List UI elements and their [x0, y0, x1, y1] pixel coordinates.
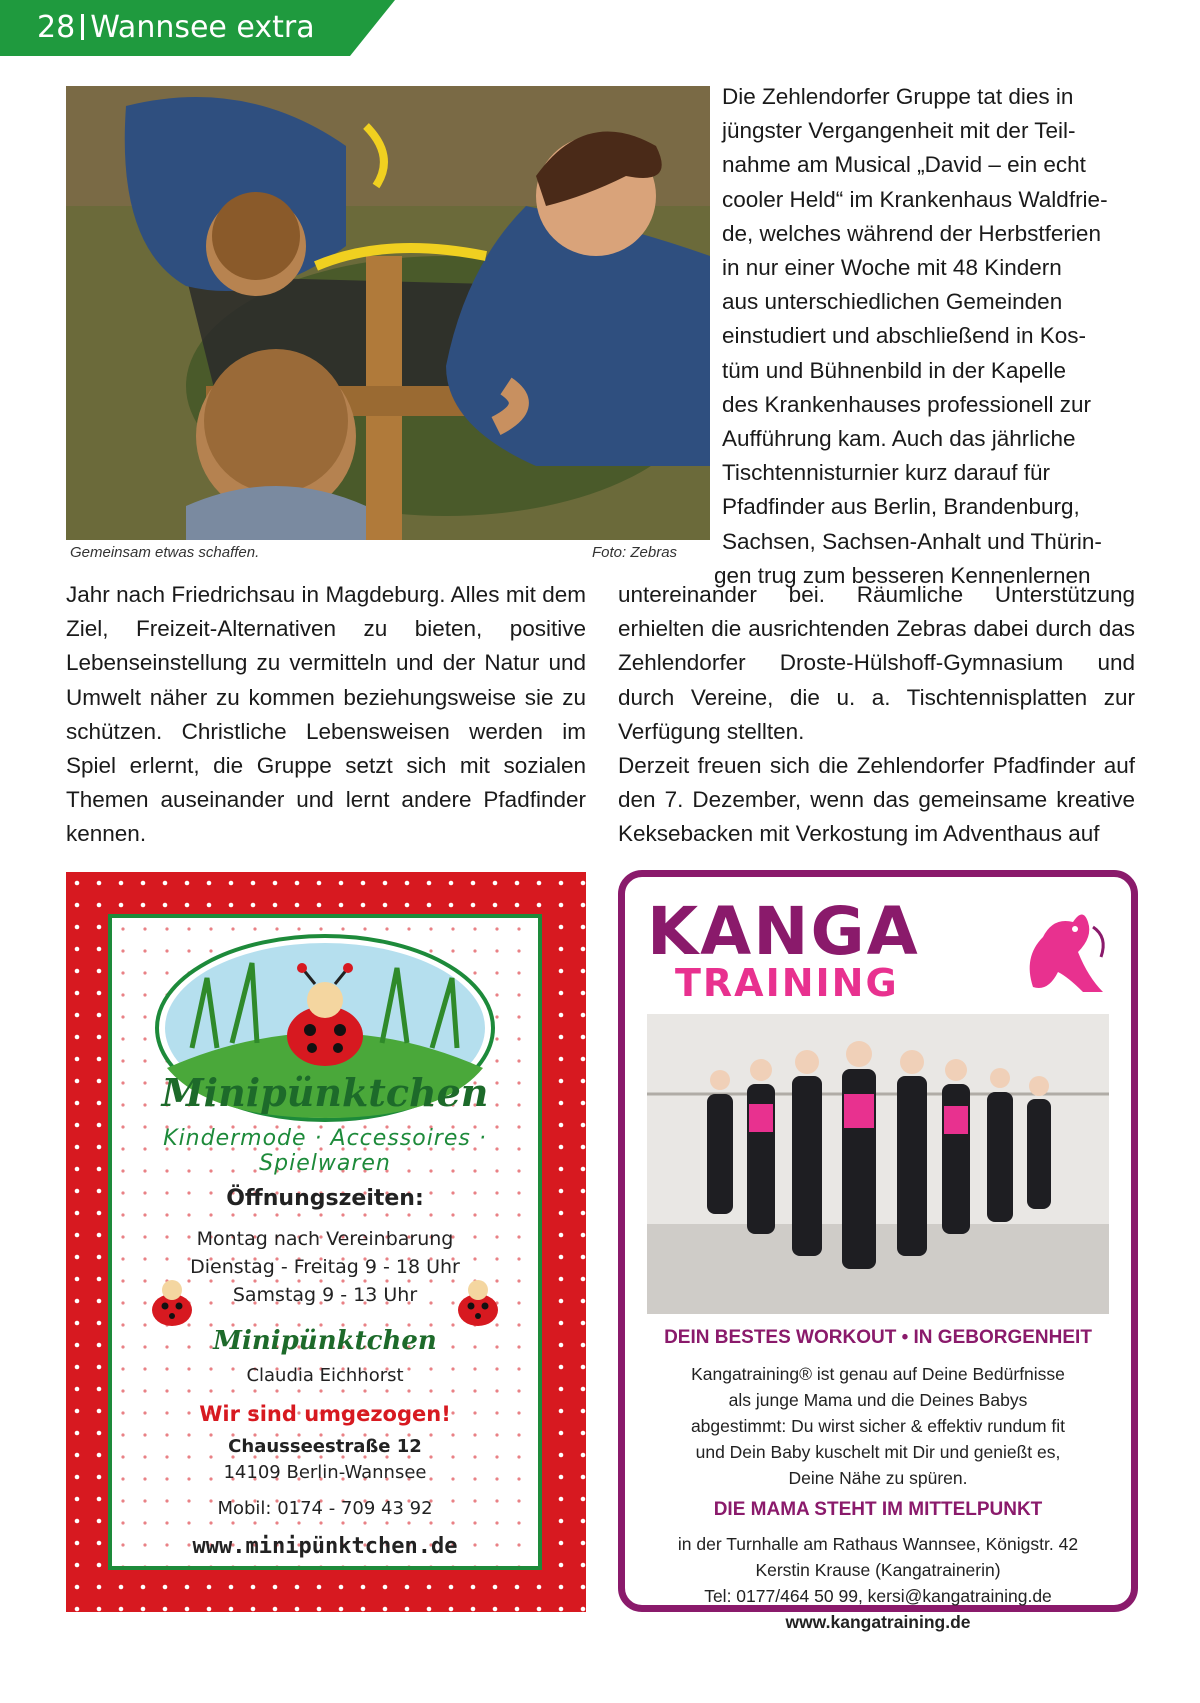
article-paragraph: Jahr nach Friedrichsau in Magdeburg. Alles mit dem Ziel, Freizeit-Alternativen zu bieten, positive Lebenseinstellung zu vermitteln und der Natur und Umwelt näher zu kommen beziehungsweise sie zu schützen. Christliche Lebensweisen werden im Spiel erlernt, die Gruppe setzt sich mit sozialen Themen auseinander und lernt andere Pfadfinder kennen. — [66, 582, 586, 847]
owner-name: Claudia Eichhorst — [246, 1365, 404, 1386]
kanga-body-line: Deine Nähe zu spüren. — [788, 1468, 968, 1488]
header-title — [37, 10, 315, 45]
minipunktchen-website[interactable]: www.minipünktchen.de — [192, 1534, 458, 1559]
page-number: 28 — [37, 10, 76, 45]
article-line: gen trug zum besseren Kennenlernen — [714, 562, 1091, 588]
kanga-body-line: und Dein Baby kuschelt mit Dir und genießt es, — [695, 1442, 1061, 1462]
mobile-number: Mobil: 0174 - 709 43 92 — [217, 1498, 433, 1519]
kanga-contact — [625, 1531, 1131, 1635]
photo-credit: Foto: Zebras — [592, 544, 678, 561]
minipunktchen-tagline: Kindermode · Accessoires · Spielwaren — [163, 1126, 487, 1176]
kanga-contact-line: in der Turnhalle am Rathaus Wannsee, Königstr. 42 — [677, 1534, 1079, 1554]
hours-line: Dienstag - Freitag 9 - 18 Uhr — [190, 1256, 460, 1278]
kanga-body-line: als junge Mama und die Deines Babys — [728, 1390, 1028, 1410]
article-right-top — [714, 80, 1135, 593]
ad-kangatraining — [618, 870, 1138, 1632]
ad-minipunktchen — [66, 872, 586, 1612]
ad-minipunktchen-panel — [108, 914, 542, 1570]
article-left-paragraph — [66, 578, 586, 852]
article-line: Pfadfinder aus Berlin, Brandenburg, — [722, 494, 1080, 520]
article-line: nahme am Musical „David – ein echt — [722, 152, 1086, 178]
kanga-contact-line[interactable]: Tel: 0177/464 50 99, kersi@kangatraining.de — [704, 1586, 1052, 1606]
moved-notice: Wir sind umgezogen! — [199, 1402, 451, 1426]
hours-title: Öffnungszeiten: — [226, 1186, 424, 1211]
article-line: de, welches während der Herbstferien — [722, 220, 1101, 246]
article-line: Die Zehlendorfer Gruppe tat dies in — [722, 84, 1074, 109]
article-right-paragraph — [618, 578, 1135, 852]
article-line: Sachsen, Sachsen-Anhalt und Thürin- — [722, 528, 1102, 554]
kanga-subhead: DIE MAMA STEHT IM MITTELPUNKT — [713, 1499, 1043, 1520]
article-line: des Krankenhauses professionell zur — [722, 391, 1091, 417]
kanga-body-line: abgestimmt: Du wirst sicher & effektiv rundum fit — [690, 1416, 1066, 1436]
kanga-logo-text: KANGA — [647, 893, 920, 970]
article-line: cooler Held“ im Krankenhaus Waldfrie- — [722, 186, 1108, 212]
article-line: aus unterschiedlichen Gemeinden — [722, 289, 1063, 315]
article-line: einstudiert und abschließend in Kos- — [722, 323, 1086, 349]
kanga-body-line: Kangatraining® ist genau auf Deine Bedürfnisse — [691, 1364, 1065, 1384]
article-line: in nur einer Woche mit 48 Kindern — [722, 255, 1062, 281]
kanga-logo-subtext: TRAINING — [675, 961, 899, 1005]
photo-caption: Gemeinsam etwas schaffen. — [70, 544, 260, 561]
kangaroo-icon — [1003, 897, 1113, 1007]
hours-line: Samstag 9 - 13 Uhr — [232, 1284, 418, 1306]
kanga-body — [625, 1361, 1131, 1491]
address-city: 14109 Berlin-Wannsee — [223, 1462, 427, 1483]
kanga-contact-line: Kerstin Krause (Kangatrainerin) — [755, 1560, 1001, 1580]
minipunktchen-logo: Minipünktchen — [161, 1070, 489, 1115]
article-paragraph: Derzeit freuen sich die Zehlendorfer Pfadfinder auf den 7. Dezember, wenn das gemeinsame kreative Keksebacken mit Verkostung im Adventhaus auf — [618, 753, 1135, 847]
kanga-group-photo — [647, 1014, 1109, 1314]
address-street: Chausseestraße 12 — [228, 1436, 422, 1457]
article-line: Tischtennisturnier kurz darauf für — [722, 460, 1051, 486]
hours-line: Montag nach Vereinbarung — [196, 1228, 454, 1250]
article-line: jüngster Vergangenheit mit der Teil- — [722, 118, 1076, 144]
article-line: Aufführung kam. Auch das jährliche — [722, 426, 1076, 452]
article-paragraph: untereinander bei. Räumliche Unterstützung erhielten die ausrichtenden Zebras dabei durch das Zehlendorfer Droste-Hülshoff-Gymnasium und durch Vereine, die u. a. Tischtennisplatten zur Verfügung stellten. — [618, 582, 1135, 744]
article-line: tüm und Bühnenbild in der Kapelle — [722, 357, 1066, 383]
header-divider — [81, 14, 84, 40]
minipunktchen-logo-small: Minipünktchen — [213, 1326, 437, 1356]
kanga-headline: DEIN BESTES WORKOUT • IN GEBORGENHEIT — [664, 1327, 1092, 1348]
page-header — [0, 0, 395, 56]
kanga-website[interactable]: www.kangatraining.de — [785, 1612, 971, 1632]
scouts-photo — [66, 86, 710, 540]
section-name: Wannsee extra — [90, 10, 315, 45]
